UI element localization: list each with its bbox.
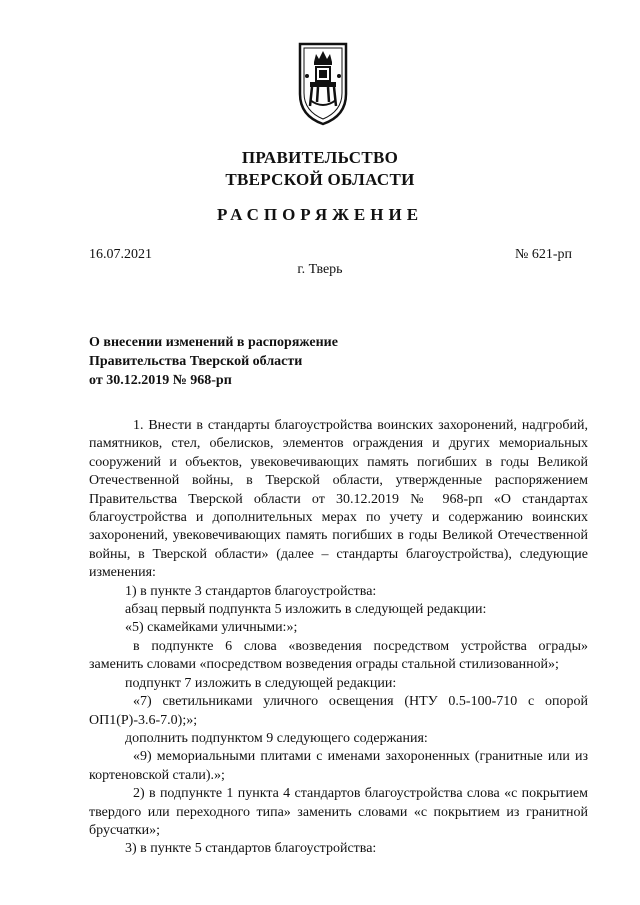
document-type: РАСПОРЯЖЕНИЕ (216, 205, 424, 224)
paragraph: «9) мемориальными плитами с именами захороненных (гранитные или из кортеновской стали).»; (89, 749, 588, 783)
subject-line: Правительства Тверской области (89, 354, 303, 369)
paragraph: подпункт 7 изложить в следующей редакции: (125, 675, 397, 691)
subject-line: О внесении изменений в распоряжение (89, 335, 338, 350)
paragraph: абзац первый подпункта 5 изложить в следующей редакции: (125, 602, 487, 618)
org-name-line1: ПРАВИТЕЛЬСТВО (241, 148, 399, 167)
paragraph: «5) скамейками уличными:»; (125, 620, 298, 636)
document-date: 16.07.2021 (89, 247, 152, 262)
coat-of-arms-icon (294, 40, 352, 126)
document-subject (89, 333, 338, 390)
paragraph: 1) в пункте 3 стандартов благоустройства: (125, 583, 377, 599)
subject-line: от 30.12.2019 № 968-рп (89, 373, 232, 388)
paragraph: 1. Внести в стандарты благоустройства воинских захоронений, надгробий, памятников, стел, обелисков, элементов ограждения и других мемориальных сооружений и объектов, увековечивающих память погибших в годы Великой Отечественной войны, в Тверской области, утвержденные распоряжением Правительства Тверской области от 30.12.2019 № 968-рп «О стандартах благоустройства и дополнительных мерах по учету и содержанию воинских захоронений, увековечивающих память погибших в годы Великой Отечественной войны, в Тверской области» (далее – стандарты благоустройства), следующие изменения: (89, 418, 588, 581)
paragraph: «7) светильниками уличного освещения (НТУ 0.5-100-710 с опорой ОП1(Р)-3.6-7.0);»; (89, 694, 588, 728)
document-body (89, 417, 588, 859)
document-number: № 621-рп (514, 247, 572, 262)
paragraph: в подпункте 6 слова «возведения посредством устройства ограды» заменить словами «посредством возведения ограды стальной стилизованной»; (89, 638, 588, 673)
paragraph: дополнить подпунктом 9 следующего содержания: (125, 730, 428, 746)
org-name-line2: ТВЕРСКОЙ ОБЛАСТИ (225, 170, 415, 189)
document-city: г. Тверь (297, 262, 343, 277)
paragraph: 3) в пункте 5 стандартов благоустройства: (125, 841, 377, 857)
paragraph: 2) в подпункте 1 пункта 4 стандартов благоустройства слова «с покрытием твердого или переходного типа» заменить словами «с покрытием из гранитной брусчатки»; (89, 786, 588, 838)
